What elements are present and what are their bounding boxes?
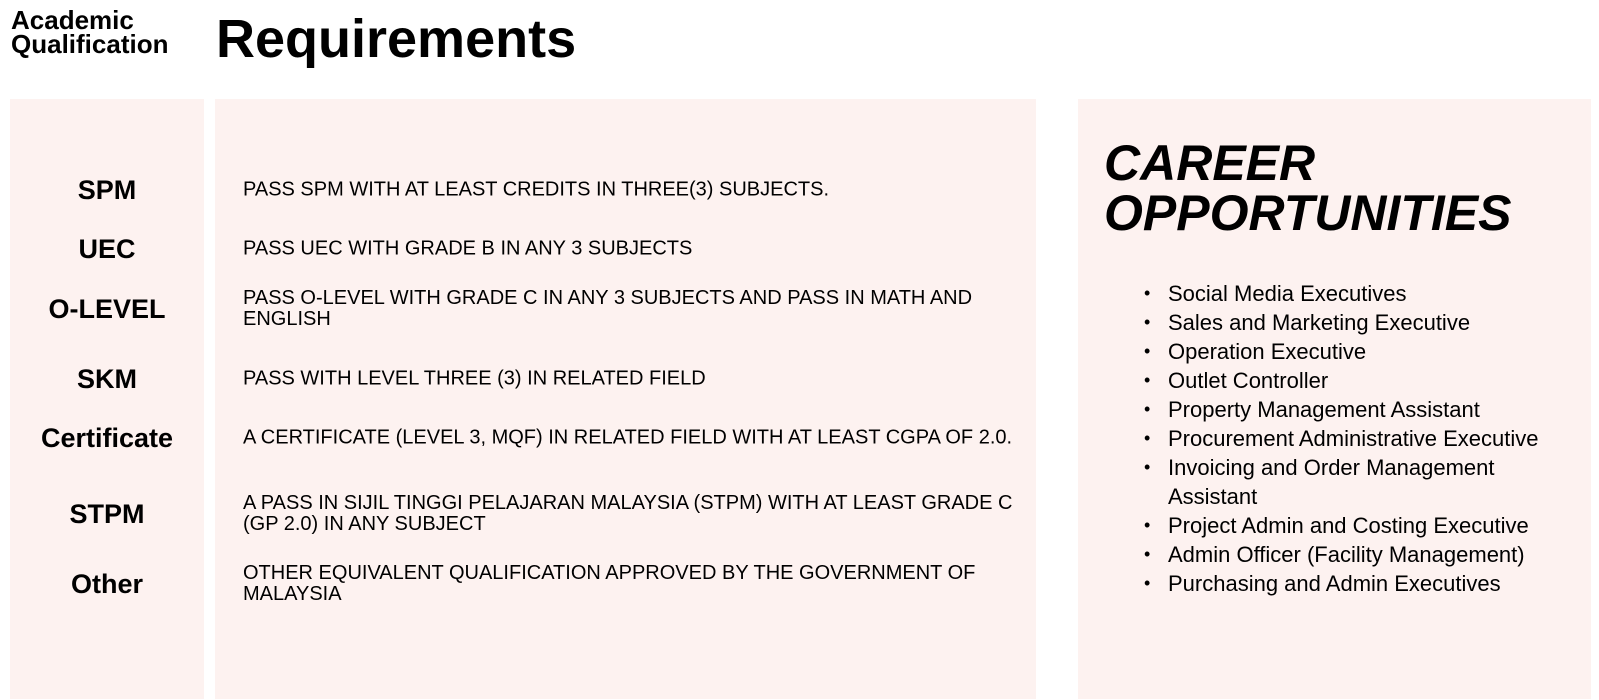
career-item: • Outlet Controller	[1168, 366, 1578, 395]
qualification-description-stpm: A PASS IN SIJIL TINGGI PELAJARAN MALAYSIA (STPM) WITH AT LEAST GRADE C (GP 2.0) IN ANY SUBJECT	[243, 492, 1013, 535]
qualification-description-o-level: PASS O-LEVEL WITH GRADE C IN ANY 3 SUBJECTS AND PASS IN MATH AND ENGLISH	[243, 287, 973, 330]
qualification-label-other: Other	[70, 569, 143, 599]
qualification-label-certificate: Certificate	[40, 423, 174, 453]
career-item: • Purchasing and Admin Executives	[1168, 569, 1578, 598]
qualification-label-spm: SPM	[77, 175, 137, 205]
qualification-description-spm: PASS SPM WITH AT LEAST CREDITS IN THREE(3) SUBJECTS.	[243, 178, 830, 201]
career-item: • Sales and Marketing Executive	[1168, 308, 1578, 337]
qualification-description-uec: PASS UEC WITH GRADE B IN ANY 3 SUBJECTS	[243, 237, 693, 260]
qualification-description-skm: PASS WITH LEVEL THREE (3) IN RELATED FIELD	[243, 367, 706, 390]
career-item: • Invoicing and Order Management Assistant	[1168, 453, 1578, 511]
section-subtitle	[11, 5, 169, 59]
qualification-label-skm: SKM	[77, 364, 137, 394]
qualification-description-certificate: A CERTIFICATE (LEVEL 3, MQF) IN RELATED FIELD WITH AT LEAST CGPA OF 2.0.	[243, 426, 1013, 449]
qualification-label-uec: UEC	[78, 234, 136, 264]
career-item: • Operation Executive	[1168, 337, 1578, 366]
career-item: • Property Management Assistant	[1168, 395, 1578, 424]
career-title-line-2: OPPORTUNITIES	[1104, 185, 1512, 241]
career-item: • Project Admin and Costing Executive	[1168, 511, 1578, 540]
qualification-label-o-level: O-LEVEL	[48, 294, 166, 324]
career-title	[1104, 135, 1512, 241]
career-list	[1168, 279, 1578, 598]
qualification-description-other: OTHER EQUIVALENT QUALIFICATION APPROVED BY THE GOVERNMENT OF MALAYSIA	[243, 562, 976, 605]
career-item: • Social Media Executives	[1168, 279, 1578, 308]
qualification-label-stpm: STPM	[69, 499, 145, 529]
page-title: Requirements	[216, 9, 577, 69]
subtitle-line-2: Qualification	[11, 29, 169, 59]
career-item: • Procurement Administrative Executive	[1168, 424, 1578, 453]
career-item: • Admin Officer (Facility Management)	[1168, 540, 1578, 569]
career-title-line-1: CAREER	[1104, 135, 1316, 191]
subtitle-line-1: Academic	[11, 5, 134, 35]
